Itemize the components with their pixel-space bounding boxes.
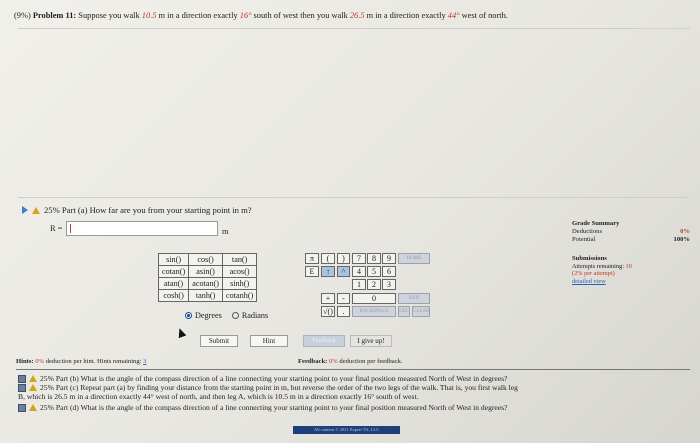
potential-label: Potential [572,236,596,243]
grade-summary-title: Grade Summary [572,220,620,227]
problem-text: south of west then you walk [253,11,348,20]
give-up-button[interactable]: I give up! [350,335,392,347]
potential-value: 100% [673,236,690,243]
part-a-header[interactable] [22,205,252,215]
hints-text: deduction per hint. Hints remaining: [45,358,142,365]
key-4[interactable]: 4 [352,266,366,277]
part-a-text: 25% Part (a) How far are you from your starting point in m? [44,205,252,215]
key-clear[interactable]: CLEAR [412,306,430,317]
mouse-cursor [176,327,187,338]
problem-weight: (9%) [14,11,31,20]
key-sqrt[interactable]: √() [321,306,335,317]
key-8[interactable]: 8 [367,253,381,264]
answer-input[interactable] [66,221,218,236]
key-backspace[interactable]: BACKSPACE [352,306,396,317]
answer-label: R = [50,224,63,233]
part-d-header[interactable] [18,403,507,412]
key-9[interactable]: 9 [382,253,396,264]
part-c-text-cont: B, which is 26.5 m in a direction exactly 44° west of north, and then leg A, which is 10.5 m in a direction exactly 16° south of west. [18,392,419,401]
distance-1: 10.5 [141,11,157,20]
angle-mode [185,311,268,320]
feedback-pct: 0% [328,358,338,365]
angle-2: 44° [447,11,460,20]
key-tanh[interactable]: tanh() [189,290,223,302]
angle-1: 16° [239,11,252,20]
potential-row [572,236,690,244]
key-cotan[interactable]: cotan() [159,266,189,278]
warning-icon [29,404,37,411]
warning-icon [29,384,37,391]
key-acos[interactable]: acos() [223,266,257,278]
key-cos[interactable]: cos() [189,254,223,266]
attempts-remaining [572,263,690,271]
problem-label: Problem 11: [32,11,77,20]
feedback-button[interactable]: Feedback [303,335,345,347]
key-tan[interactable]: tan() [223,254,257,266]
problem-text: Suppose you walk [78,11,140,20]
key-home[interactable]: HOME [398,253,430,264]
part-c-text: 25% Part (c) Repeat part (a) by finding your distance from the starting point in m, but reverse the order of the two legs of the walk. That is, you first walk leg [40,383,518,392]
key-atan[interactable]: atan() [159,278,189,290]
hints-remaining: 3 [143,358,147,365]
per-attempt-text: (2% per attempt) [572,270,615,277]
text-caret [70,224,71,233]
warning-icon [32,207,40,214]
part-b-header[interactable] [18,374,507,383]
attempts-value: 10 [625,262,632,270]
key-dot[interactable]: . [337,306,350,317]
radians-radio[interactable] [232,312,239,319]
footer-copyright: All content © 2021 Expert TA, LLC [293,426,400,434]
radians-label: Radians [241,311,269,320]
key-plus[interactable]: + [321,293,335,304]
part-c-header[interactable] [18,383,518,392]
key-3[interactable]: 3 [382,279,396,290]
hints-label: Hints: [16,358,34,365]
feedback-line [298,358,403,365]
key-cotanh[interactable]: cotanh() [223,290,257,302]
hint-button[interactable]: Hint [250,335,288,347]
locked-part-icon [18,404,26,412]
key-acotan[interactable]: acotan() [189,278,223,290]
distance-2: 26.5 [349,11,365,20]
key-minus[interactable]: - [337,293,350,304]
key-caret[interactable]: ^ [337,266,350,277]
key-1[interactable]: 1 [352,279,366,290]
detailed-view-link[interactable]: detailed view [572,277,606,285]
key-pi[interactable]: π [305,253,319,264]
hints-pct: 0% [35,358,45,365]
key-asin[interactable]: asin() [189,266,223,278]
key-7[interactable]: 7 [352,253,366,264]
degrees-radio[interactable] [185,312,192,319]
part-b-text: 25% Part (b) What is the angle of the compass direction of a line connecting your starting point to your final position measured North of West in degrees? [40,374,508,383]
attempts-label: Attempts remaining: [572,262,624,270]
key-e[interactable]: E [305,266,319,277]
key-sinh[interactable]: sinh() [223,278,257,290]
key-0[interactable]: 0 [352,293,396,304]
function-keys [158,253,257,302]
key-end[interactable]: END [398,293,430,304]
locked-part-icon [18,384,26,392]
key-lparen[interactable]: ( [321,253,335,264]
degrees-label: Degrees [195,311,222,320]
key-rparen[interactable]: ) [337,253,350,264]
deductions-row [572,228,690,236]
answer-unit: m [222,227,229,236]
key-sin[interactable]: sin() [159,254,189,266]
problem-statement [14,11,508,20]
key-del[interactable]: DEL [398,306,410,317]
deductions-label: Deductions [572,228,603,235]
problem-figure-area [18,28,690,198]
key-2[interactable]: 2 [367,279,381,290]
submissions-title: Submissions [572,255,607,262]
deductions-value: 0% [680,228,690,235]
problem-text: west of north. [461,11,508,20]
key-up[interactable]: ↑ [321,266,335,277]
key-6[interactable]: 6 [382,266,396,277]
feedback-label: Feedback: [298,358,328,365]
play-icon[interactable] [22,206,28,214]
submissions-panel [572,255,690,285]
submit-button[interactable]: Submit [200,335,238,347]
hints-line [16,358,146,365]
grade-summary [572,220,690,244]
problem-text: m in a direction exactly [158,11,238,20]
locked-part-icon [18,375,26,383]
problem-text: m in a direction exactly [366,11,446,20]
key-cosh[interactable]: cosh() [159,290,189,302]
key-5[interactable]: 5 [367,266,381,277]
part-d-text: 25% Part (d) What is the angle of the compass direction of a line connecting your starting point to your final position measured North of West in degrees? [40,403,508,412]
divider [16,369,690,370]
feedback-text: deduction per feedback. [339,358,403,365]
warning-icon [29,375,37,382]
